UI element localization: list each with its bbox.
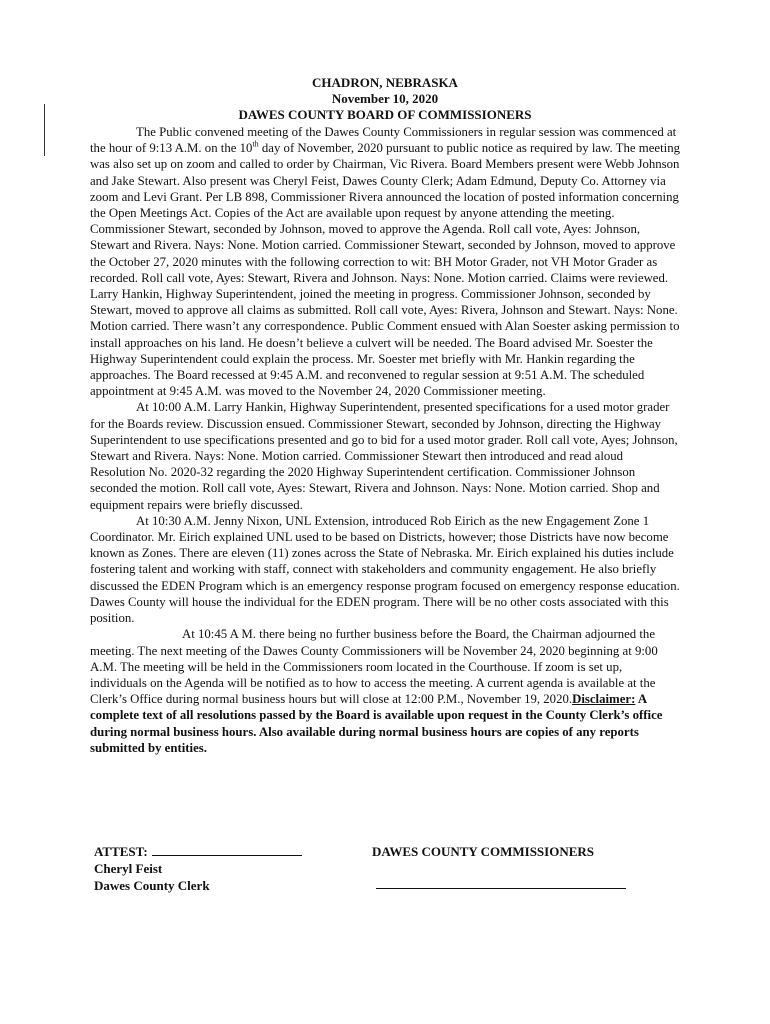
- clerk-title: Dawes County Clerk: [94, 878, 210, 893]
- adjournment-text: At 10:45 A M. there being no further business before the Board, the Chairman adjourned the meeting. The next meeting of the Dawes County Commissioners will be November 24, 2020 beginning at 9:00 A.M. The meeting will be held in the Commissioners room located in the Courthouse. If zoom is set up, individuals on the Agenda will be notified as to how to access the meeting. A current agenda is available at the Clerk’s Office during normal business hours but will close at 12:00 P.M., November 19, 2020.: [90, 627, 658, 707]
- clerk-name: Cheryl Feist: [94, 861, 163, 876]
- commissioners-block: [372, 843, 594, 860]
- attest-block: [94, 843, 302, 894]
- paragraph-opening: [90, 124, 680, 399]
- paragraph-motor-grader: At 10:00 A.M. Larry Hankin, Highway Superintendent, presented specifications for a used motor grader for the Boards review. Discussion ensued. Commissioner Stewart, seconded by Johnson, directing the Highway Superintendent to use specifications presented and go to bid for a used motor grader. Roll call vote, Ayes; Johnson, Stewart and Rivera. Nays: None. Motion carried. Commissioner Stewart then introduced and read aloud Resolution No. 2020-32 regarding the 2020 Highway Superintendent certification. Commissioner Johnson seconded the motion. Roll call vote, Ayes: Stewart, Rivera and Johnson. Nays: None. Motion carried. Shop and equipment repairs were briefly discussed.: [90, 400, 678, 512]
- header-board: DAWES COUNTY BOARD OF COMMISSIONERS: [238, 107, 532, 122]
- commissioners-signature-line: [376, 888, 626, 889]
- revision-margin-bar: [44, 104, 45, 156]
- attest-label: ATTEST:: [94, 844, 148, 859]
- ordinal-suffix: th: [252, 139, 259, 149]
- paragraph-adjournment: [90, 626, 680, 756]
- attest-signature-line: [152, 843, 302, 856]
- commissioners-label: DAWES COUNTY COMMISSIONERS: [372, 844, 594, 859]
- disclaimer-label: Disclaimer:: [572, 692, 636, 707]
- paragraph-unl-extension: At 10:30 A.M. Jenny Nixon, UNL Extension, introduced Rob Eirich as the new Engagement Zone 1 Coordinator. Mr. Eirich explained UNL used to be based on Districts, however; those Districts have now become known as Zones. There are eleven (11) zones across the State of Nebraska. Mr. Eirich explained his duties include fostering talent and working with staff, connect with stakeholders and community engagement. He also briefly discussed the EDEN Program which is an emergency response program focused on emergency response education. Dawes County will house the individual for the EDEN program. There will be no other costs associated with this position.: [90, 513, 680, 626]
- paragraph-opening-part2: day of November, 2020 pursuant to public notice as required by law. The meeting was also set up on zoom and called to order by Chairman, Vic Rivera. Board Members present were Webb Johnson and Jake Stewart. Also present was Cheryl Feist, Dawes County Clerk; Adam Edmund, Deputy Co. Attorney via zoom and Levi Grant. Per LB 898, Commissioner Rivera announced the location of posted information concerning the Open Meetings Act. Copies of the Act are available upon request by anyone attending the meeting. Commissioner Stewart, seconded by Johnson, moved to approve the Agenda. Roll call vote, Ayes: Johnson, Stewart and Rivera. Nays: None. Motion carried. Commissioner Stewart, seconded by Johnson, moved to approve the October 27, 2020 minutes with the following correction to wit: BH Motor Grader, not VH Motor Grader as recorded. Roll call vote, Ayes: Stewart, Rivera and Johnson. Nays: None. Motion carried. Claims were reviewed. Larry Hankin, Highway Superintendent, joined the meeting in progress. Commissioner Johnson, seconded by Stewart, moved to approve all claims as submitted. Roll call vote, Ayes: Rivera, Johnson and Stewart. Nays: None. Motion carried. There wasn’t any correspondence. Public Comment ensued with Alan Soester asking permission to install approaches on his land. He doesn’t believe a culvert will be needed. The Board advised Mr. Soester the Highway Superintendent could explain the process. Mr. Soester met briefly with Mr. Hankin regarding the approaches. The Board recessed at 9:45 A.M. and reconvened to regular session at 9:51 A.M. The scheduled appointment at 9:45 A.M. was moved to the November 24, 2020 Commissioner meeting.: [90, 141, 680, 399]
- header-date: November 10, 2020: [331, 91, 439, 106]
- disclaimer-text: A complete text of all resolutions passed by the Board is available upon request in the County Clerk’s office during normal business hours. Also available during normal business hours are copies of any reports submitted by entities.: [90, 692, 663, 755]
- paragraph-opening-part1: The Public convened meeting of the Dawes County Commissioners in regular session was commenced at the hour of 9:13 A.M. on the 10: [90, 125, 677, 156]
- minutes-body: [90, 124, 680, 756]
- document-header: [90, 75, 680, 123]
- attest-line: [94, 843, 302, 860]
- header-city: CHADRON, NEBRASKA: [312, 75, 458, 90]
